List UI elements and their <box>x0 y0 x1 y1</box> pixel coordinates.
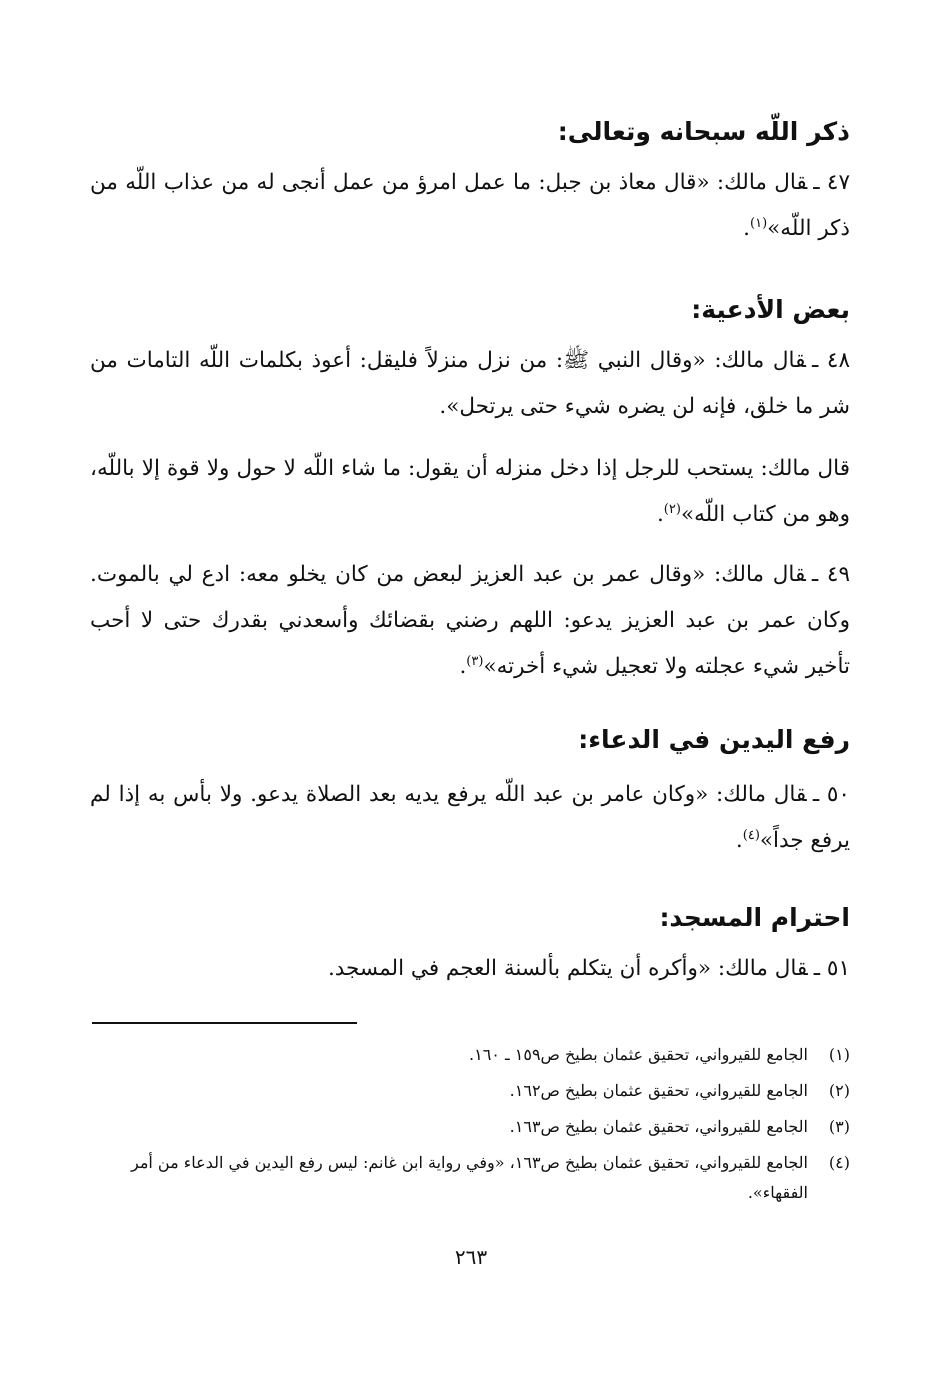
footnote-reference: (٢) <box>663 501 681 517</box>
paragraph-text: قال مالك: «وقال عمر بن عبد العزيز لبعض من كان يخلو معه: ادع لي بالموت. وكان عمر بن عبد العزيز يدعو: اللهم رضني بقضائك وأسعدني بقدرك حتى لا أحب تأخير شيء عجلته ولا تعجيل شيء أخرته» <box>90 562 850 679</box>
footnote-3 <box>90 1112 850 1142</box>
paragraph-number: ٤٨ ـ <box>811 348 850 373</box>
footnote-text: الجامع للقيرواني، تحقيق عثمان بطيخ ص١٦٢. <box>509 1081 808 1100</box>
footnote-1 <box>90 1040 850 1070</box>
footnote-text: الجامع للقيرواني، تحقيق عثمان بطيخ ص١٦٣، «وفي رواية ابن غانم: ليس رفع اليدين في الدعاء من أمر الفقهاء». <box>130 1153 808 1202</box>
paragraph-text: قال مالك: «وكان عامر بن عبد اللّه يرفع يديه بعد الصلاة يدعو. ولا بأس به إذا لم يرفع جداً» <box>90 782 850 853</box>
footnote-separator <box>92 1022 357 1024</box>
footnote-text: الجامع للقيرواني، تحقيق عثمان بطيخ ص١٥٩ ـ ١٦٠. <box>469 1045 808 1064</box>
footnote-reference: (٤) <box>742 827 760 843</box>
footnote-mark: (٣) <box>828 1117 850 1136</box>
paragraph-48 <box>90 338 850 430</box>
paragraph-text: قال مالك: «قال معاذ بن جبل: ما عمل امرؤ من عمل أنجى له من عذاب اللّه من ذكر اللّه» <box>90 170 850 241</box>
footnote-4 <box>90 1148 850 1208</box>
footnote-mark: (١) <box>828 1045 850 1064</box>
paragraph-number: ٤٩ ـ <box>811 562 850 587</box>
footnote-reference: (٣) <box>466 653 484 669</box>
footnotes <box>90 1040 850 1208</box>
paragraph-malik-home <box>90 446 850 538</box>
paragraph-49 <box>90 552 850 690</box>
footnote-text: الجامع للقيرواني، تحقيق عثمان بطيخ ص١٦٣. <box>509 1117 808 1136</box>
section-heading-raising-hands: رفع اليدين في الدعاء: <box>578 725 850 754</box>
footnote-2 <box>90 1076 850 1106</box>
paragraph-end: . <box>743 216 751 241</box>
page-number: ٢٦٣ <box>454 1245 488 1269</box>
paragraph-number: ٥١ ـ <box>813 956 850 981</box>
paragraph-end: . <box>459 654 467 679</box>
paragraph-47 <box>90 160 850 252</box>
section-heading-mosque: احترام المسجد: <box>659 903 850 932</box>
section-heading-dhikr: ذكر اللّه سبحانه وتعالى: <box>557 117 850 146</box>
paragraph-end: . <box>735 828 743 853</box>
paragraph-text: قال مالك: «وقال النبي ﷺ: من نزل منزلاً فليقل: أعوذ بكلمات اللّه التامات من شر ما خلق، فإنه لن يضره شيء حتى يرتحل» <box>90 348 850 419</box>
paragraph-text: قال مالك: «وأكره أن يتكلم بألسنة العجم في المسجد. <box>327 956 808 981</box>
paragraph-number: ٥٠ ـ <box>812 782 850 807</box>
footnote-reference: (١) <box>750 215 768 231</box>
paragraph-number: ٤٧ ـ <box>813 170 850 195</box>
paragraph-end: . <box>656 502 664 527</box>
paragraph-51 <box>90 946 850 992</box>
paragraph-end: . <box>439 394 447 419</box>
footnote-mark: (٤) <box>828 1153 850 1172</box>
footnote-mark: (٢) <box>828 1081 850 1100</box>
paragraph-50 <box>90 772 850 864</box>
section-heading-supplications: بعض الأدعية: <box>691 295 850 324</box>
paragraph-text: قال مالك: يستحب للرجل إذا دخل منزله أن يقول: ما شاء اللّه لا حول ولا قوة إلا باللّه، وهو من كتاب اللّه» <box>90 456 850 527</box>
